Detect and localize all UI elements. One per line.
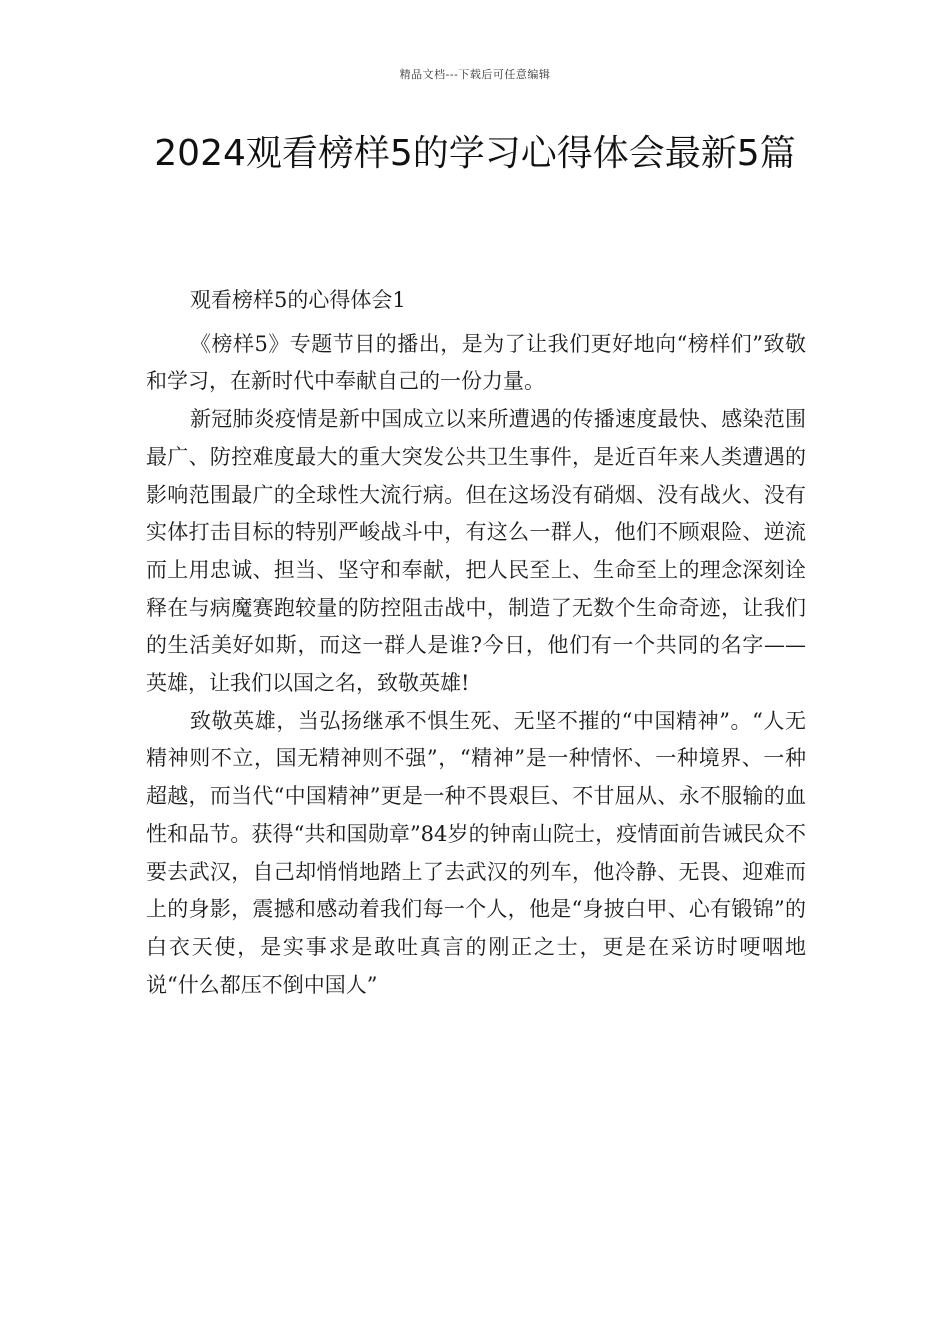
document-body [146, 282, 806, 1004]
paragraph: 《榜样5》专题节目的播出，是为了让我们更好地向“榜样们”致敬和学习，在新时代中奉献自己的一份力量。 [146, 331, 806, 394]
header-note: 精品文档---下载后可任意编辑 [399, 68, 551, 81]
section-heading: 观看榜样5的心得体会1 [190, 288, 406, 312]
paragraph: 致敬英雄，当弘扬继承不惧生死、无坚不摧的“中国精神”。“人无精神则不立，国无精神则不强”，“精神”是一种情怀、一种境界、一种超越，而当代“中国精神”更是一种不畏艰巨、不甘屈从、永不服输的血性和品节。获得“共和国勋章”84岁的钟南山院士，疫情面前告诫民众不要去武汉，自己却悄悄地踏上了去武汉的列车，他冷静、无畏、迎难而上的身影，震撼和感动着我们每一个人，他是“身披白甲、心有锻锦”的白衣天使，是实事求是敢吐真言的刚正之士，更是在采访时哽咽地说“什么都压不倒中国人” [146, 708, 806, 997]
document-title: 2024观看榜样5的学习心得体会最新5篇 [154, 133, 796, 174]
paragraph: 新冠肺炎疫情是新中国成立以来所遭遇的传播速度最快、感染范围最广、防控难度最大的重大突发公共卫生事件，是近百年来人类遭遇的影响范围最广的全球性大流行病。但在这场没有硝烟、没有战火、没有实体打击目标的特别严峻战斗中，有这么一群人，他们不顾艰险、逆流而上用忠诚、担当、坚守和奉献，把人民至上、生命至上的理念深刻诠释在与病魔赛跑较量的防控阻击战中，制造了无数个生命奇迹，让我们的生活美好如斯，而这一群人是谁?今日，他们有一个共同的名字——英雄，让我们以国之名，致敬英雄! [146, 407, 806, 696]
